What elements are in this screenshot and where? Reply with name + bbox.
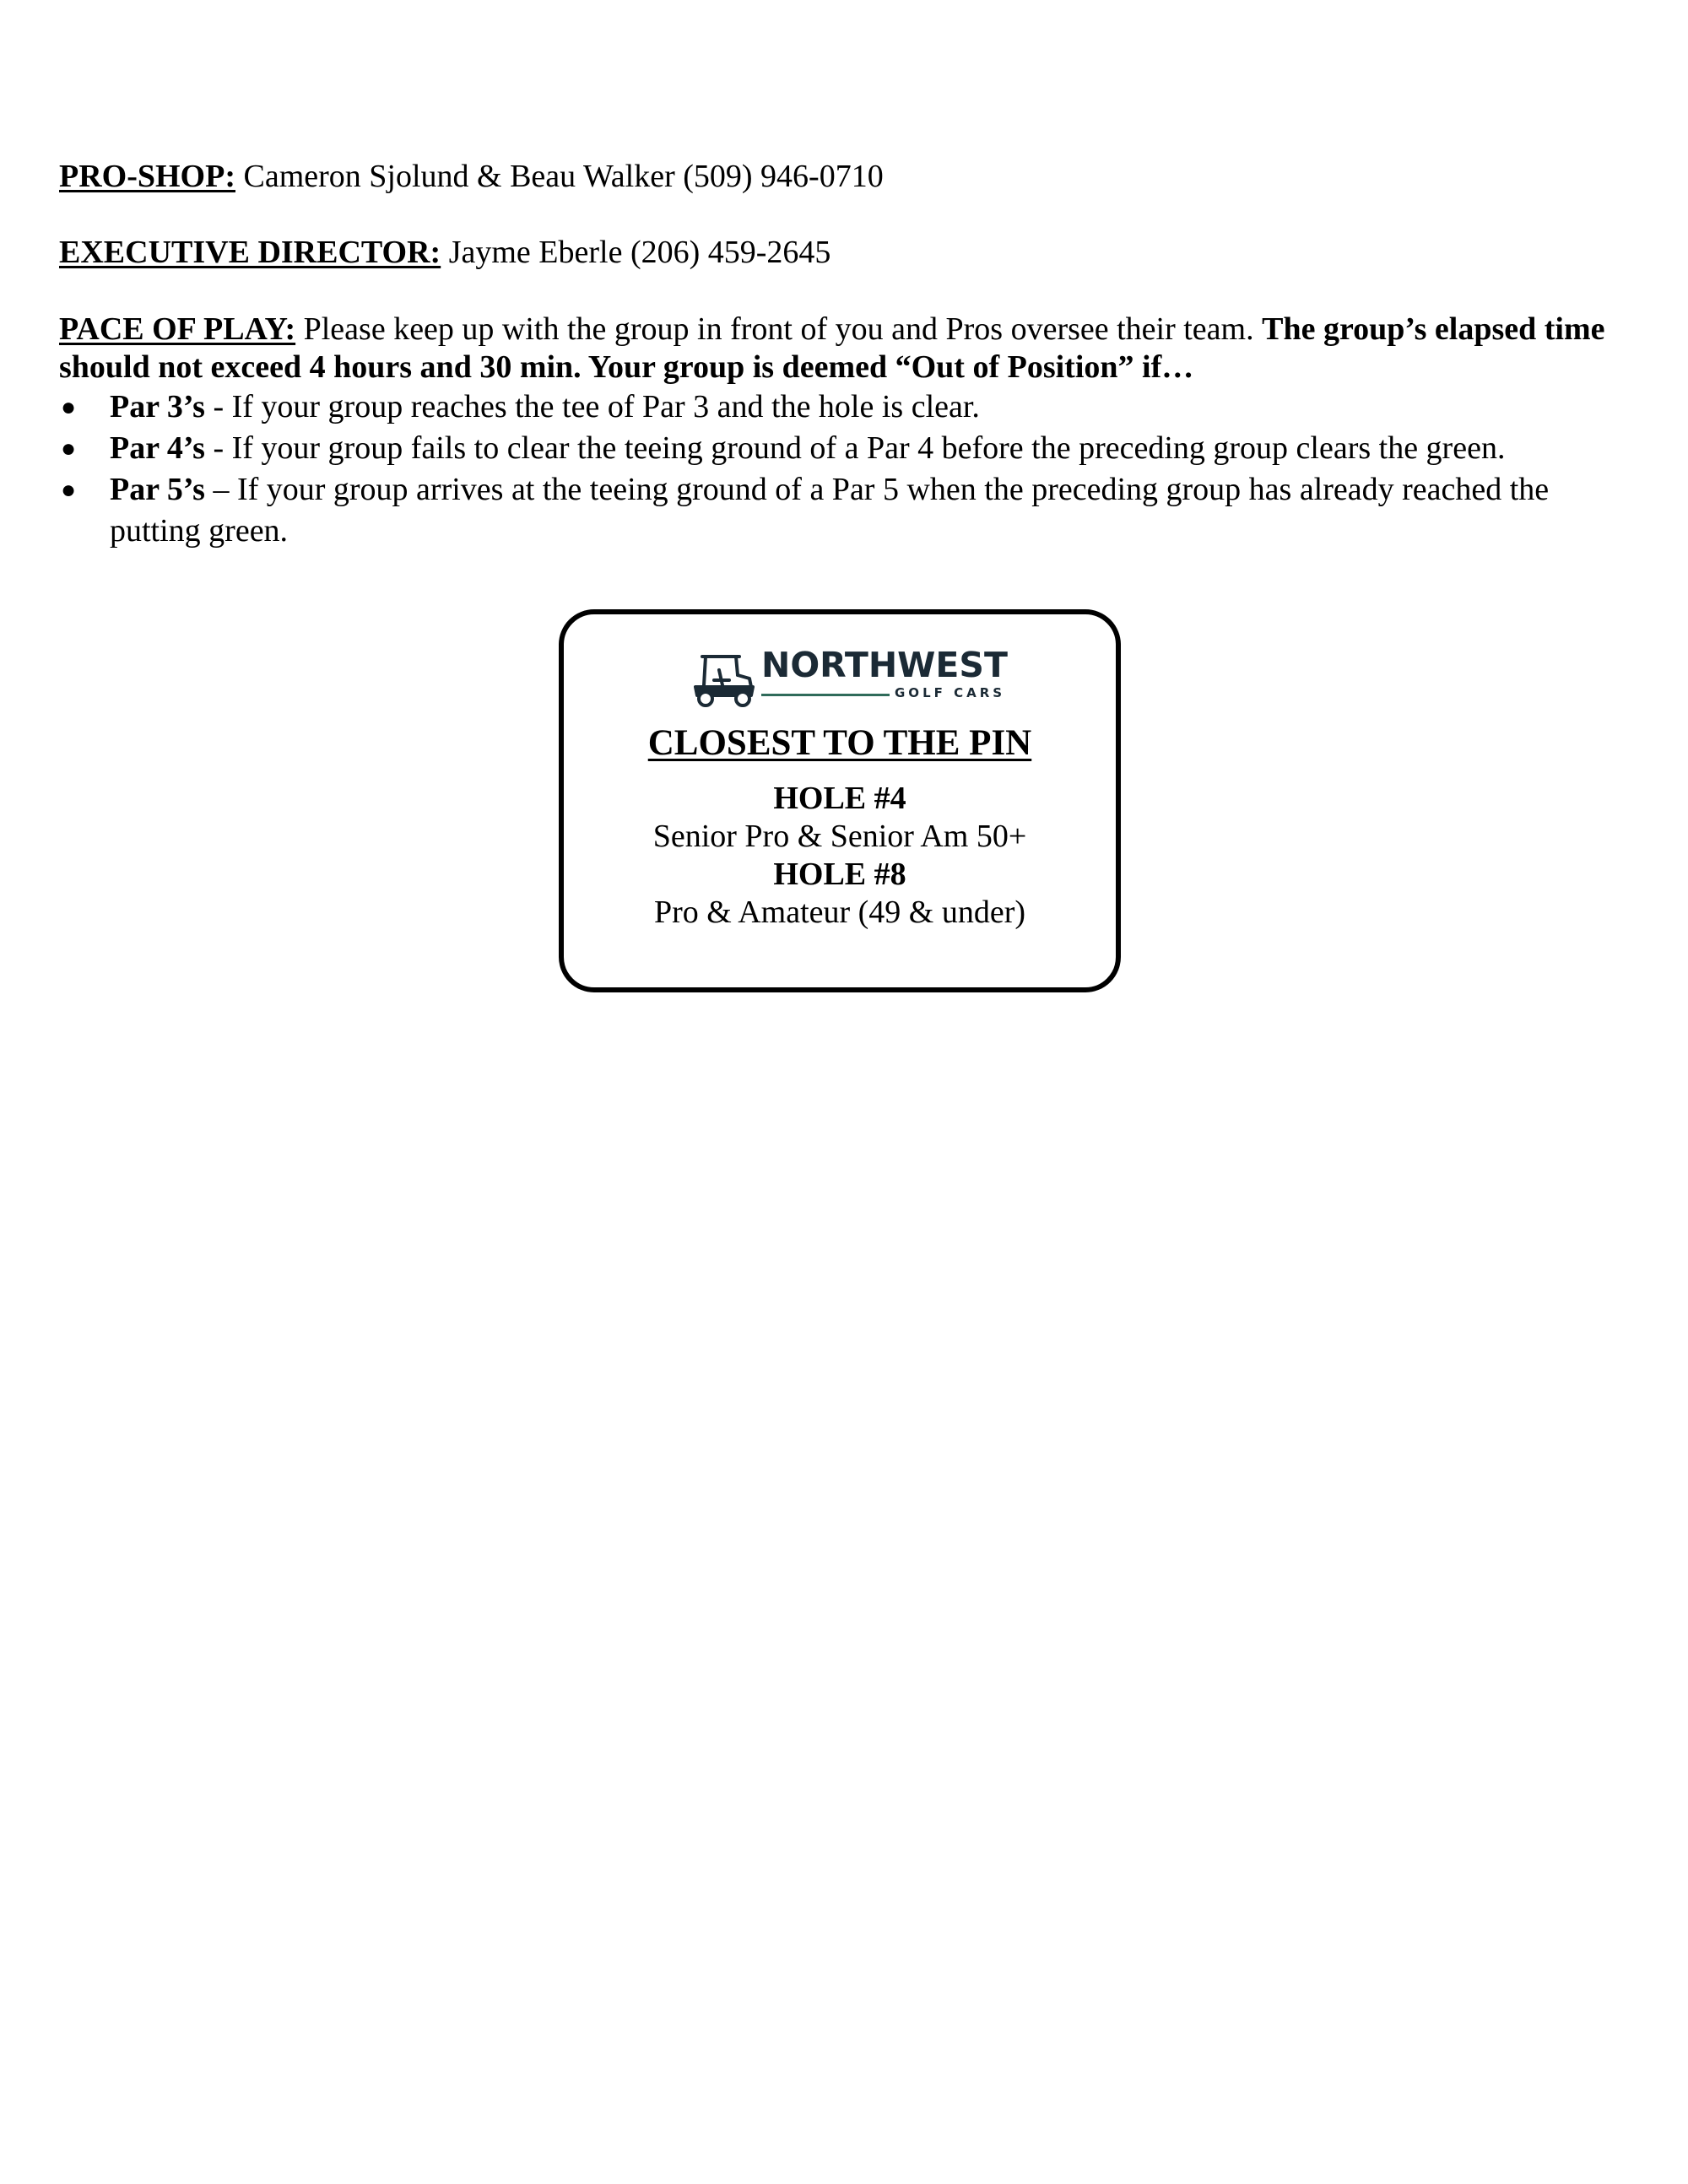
- rule-term: Par 3’s: [110, 389, 205, 424]
- closest-to-pin-box: [559, 609, 1121, 992]
- executive-director-label: EXECUTIVE DIRECTOR:: [59, 235, 441, 270]
- bullet-icon: ●: [61, 393, 77, 421]
- rule-term: Par 5’s: [110, 472, 205, 507]
- bullet-icon: ●: [61, 435, 77, 462]
- pace-rules-list: [59, 387, 1629, 552]
- rule-term: Par 4’s: [110, 430, 205, 466]
- rule-text: - If your group reaches the tee of Par 3 and the hole is clear.: [204, 389, 980, 424]
- bullet-icon: ●: [61, 476, 77, 504]
- hole-label: HOLE #4: [773, 781, 906, 816]
- rule-text: – If your group arrives at the teeing ground of a Par 5 when the preceding group has already reached the putting green.: [110, 472, 1550, 549]
- pace-of-play-label: PACE OF PLAY:: [59, 311, 296, 347]
- pro-shop-contacts: Cameron Sjolund & Beau Walker (509) 946-0710: [235, 159, 884, 194]
- division-label: Pro & Amateur (49 & under): [653, 895, 1026, 930]
- list-item: [59, 387, 1629, 428]
- pace-of-play-text: Please keep up with the group in front of you and Pros oversee their team.: [295, 311, 1263, 347]
- pro-shop-label: PRO-SHOP:: [59, 159, 235, 194]
- executive-director-contact: Jayme Eberle (206) 459-2645: [441, 235, 831, 270]
- pace-of-play-paragraph: [59, 311, 1629, 387]
- hole-label: HOLE #8: [773, 857, 906, 892]
- division-label: Senior Pro & Senior Am 50+: [652, 819, 1027, 854]
- list-item: [59, 469, 1629, 552]
- logo-rule: [761, 694, 890, 696]
- golf-cart-icon: [690, 650, 758, 707]
- sponsor-logo: [690, 645, 1011, 709]
- sponsor-subtitle: GOLF CARS: [895, 685, 1006, 700]
- pace-of-play-bold-text: The group’s elapsed time should not exceed 4 hours and 30 min. Your group is deemed “Out of Position” if…: [59, 311, 1605, 385]
- pro-shop-line: [59, 158, 1629, 196]
- rule-text: - If your group fails to clear the teeing ground of a Par 4 before the preceding group clears the green.: [204, 430, 1506, 466]
- list-item: [59, 428, 1629, 469]
- sponsor-name: NORTHWEST: [761, 645, 1008, 685]
- executive-director-line: [59, 234, 1629, 272]
- closest-to-pin-title: CLOSEST TO THE PIN: [647, 723, 1032, 763]
